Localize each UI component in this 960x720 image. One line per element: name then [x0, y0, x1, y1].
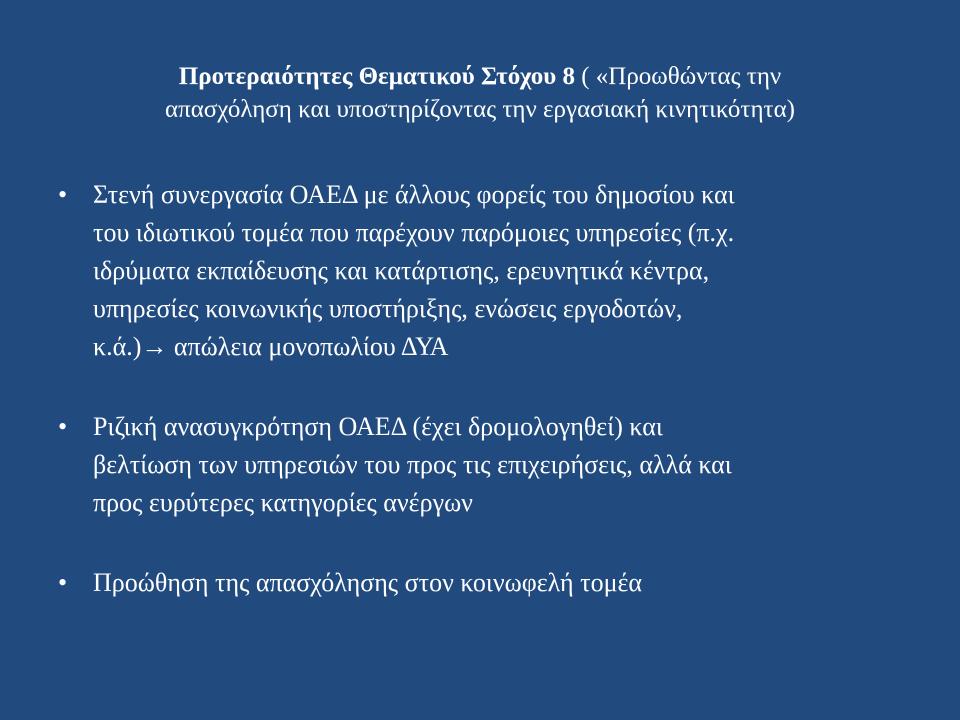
bullet-line: του ιδιωτικού τομέα που παρέχουν παρόμοιες υπηρεσίες (π.χ.	[93, 218, 735, 247]
slide-title-bold-text: Προτεραιότητες Θεματικού Στόχου 8	[178, 63, 575, 90]
bullet-item	[58, 408, 918, 522]
bullet-line: προς ευρύτερες κατηγορίες ανέργων	[93, 488, 473, 517]
bullet-marker: •	[58, 568, 68, 597]
bullet-line: Προώθηση της απασχόλησης στον κοινωφελή τομέα	[93, 568, 643, 597]
slide-title-line-1	[40, 60, 920, 93]
bullet-line: Ριζική ανασυγκρότηση ΟΑΕΔ (έχει δρομολογηθεί) και	[93, 412, 663, 441]
bullet-marker: •	[58, 412, 68, 441]
bullet-list	[58, 176, 918, 602]
bullet-line: βελτίωση των υπηρεσιών του προς τις επιχειρήσεις, αλλά και	[93, 450, 732, 479]
bullet-marker: •	[58, 180, 68, 209]
bullet-line: Στενή συνεργασία ΟΑΕΔ με άλλους φορείς του δημοσίου και	[93, 180, 735, 209]
slide-title	[40, 60, 920, 126]
bullet-line: κ.ά.)→ απώλεια μονοπωλίου ΔΥΑ	[93, 332, 449, 361]
slide-title-line-2: απασχόληση και υποστηρίζοντας την εργασιακή κινητικότητα)	[164, 96, 796, 123]
bullet-item	[58, 564, 918, 602]
bullet-item	[58, 176, 918, 366]
bullet-line: ιδρύματα εκπαίδευσης και κατάρτισης, ερευνητικά κέντρα,	[93, 256, 710, 285]
bullet-line: υπηρεσίες κοινωνικής υποστήριξης, ενώσεις εργοδοτών,	[93, 294, 683, 323]
slide-title-rest-text: ( «Προωθώντας την	[574, 63, 782, 90]
